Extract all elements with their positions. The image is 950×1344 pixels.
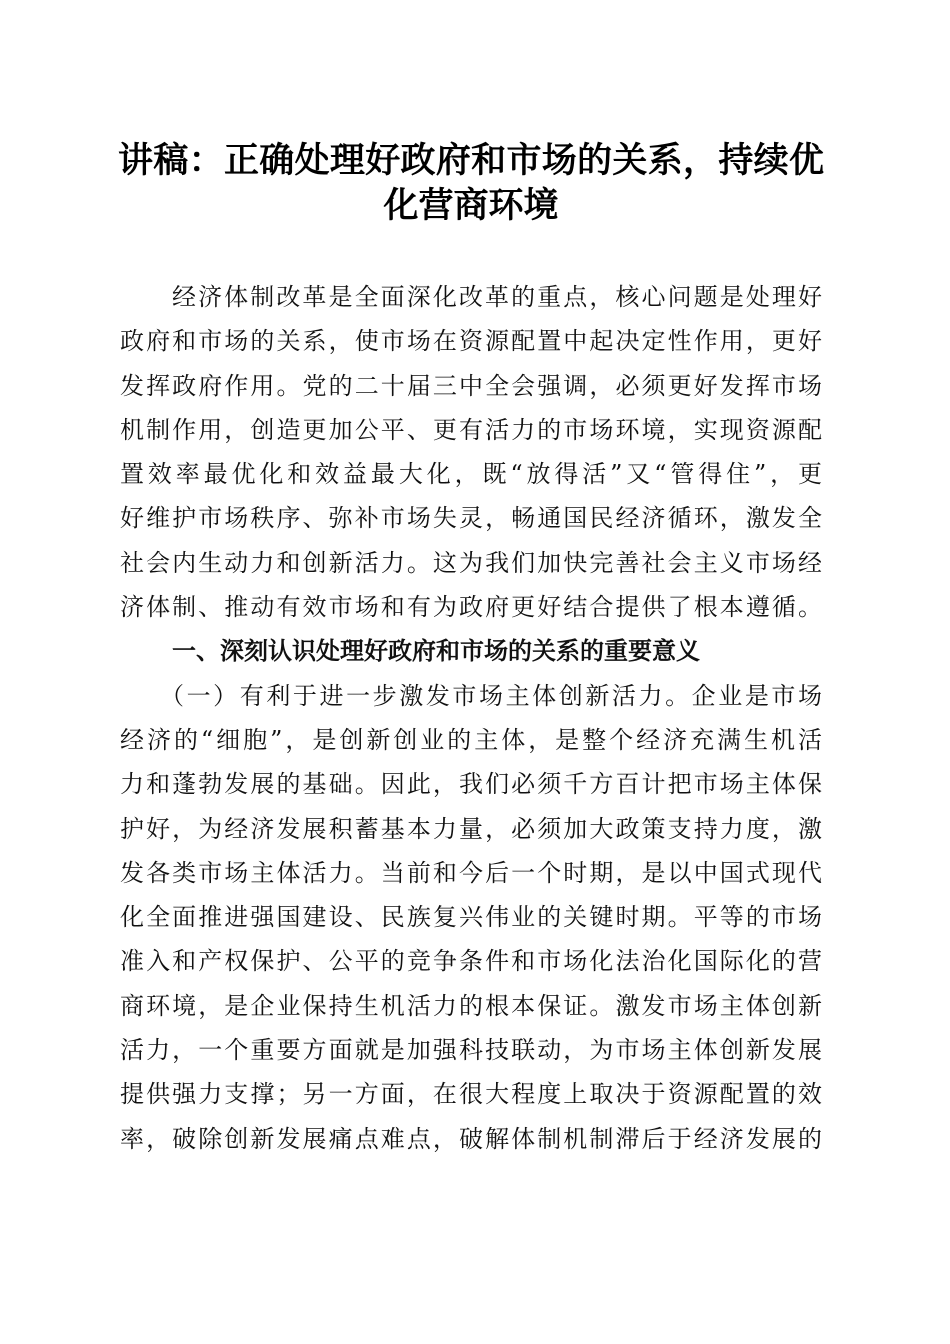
paragraph-line: 准入和产权保护、公平的竞争条件和市场化法治化国际化的营 xyxy=(120,947,822,976)
paragraph-line: 置效率最优化和效益最大化，既“放得活”又“管得住”，更 xyxy=(120,460,822,489)
document-title-line-1: 讲稿：正确处理好政府和市场的关系，持续优 xyxy=(118,140,824,181)
paragraph-line: 提供强力支撑；另一方面，在很大程度上取决于资源配置的效 xyxy=(120,1080,822,1109)
paragraph-line: 政府和市场的关系，使市场在资源配置中起决定性作用，更好 xyxy=(120,327,822,356)
document-title-line-2: 化营商环境 xyxy=(383,185,559,226)
intro-paragraph xyxy=(120,275,822,629)
paragraph-line: 发各类市场主体活力。当前和今后一个时期，是以中国式现代 xyxy=(120,858,822,887)
paragraph-line: 社会内生动力和创新活力。这为我们加快完善社会主义市场经 xyxy=(120,548,822,577)
paragraph-line: 济体制、推动有效市场和有为政府更好结合提供了根本遵循。 xyxy=(120,593,822,622)
paragraph-line: 机制作用，创造更加公平、更有活力的市场环境，实现资源配 xyxy=(120,415,822,444)
subsection-paragraph xyxy=(120,674,822,1161)
paragraph-line: 经济体制改革是全面深化改革的重点，核心问题是处理好 xyxy=(172,283,822,311)
paragraph-line: 商环境，是企业保持生机活力的根本保证。激发市场主体创新 xyxy=(120,991,822,1020)
document-body xyxy=(120,275,822,1161)
paragraph-line: 发挥政府作用。党的二十届三中全会强调，必须更好发挥市场 xyxy=(120,371,822,400)
paragraph-line: 化全面推进强国建设、民族复兴伟业的关键时期。平等的市场 xyxy=(120,903,822,932)
paragraph-line: 活力，一个重要方面就是加强科技联动，为市场主体创新发展 xyxy=(120,1036,822,1065)
paragraph-line: 护好，为经济发展积蓄基本力量，必须加大政策支持力度，激 xyxy=(120,814,822,843)
section-heading: 一、深刻认识处理好政府和市场的关系的重要意义 xyxy=(172,637,700,666)
paragraph-line: 力和蓬勃发展的基础。因此，我们必须千方百计把市场主体保 xyxy=(120,770,822,799)
paragraph-line: 率，破除创新发展痛点难点，破解体制机制滞后于经济发展的 xyxy=(120,1124,822,1153)
paragraph-line: 经济的“细胞”，是创新创业的主体，是整个经济充满生机活 xyxy=(120,725,822,754)
paragraph-line: （一）有利于进一步激发市场主体创新活力。企业是市场 xyxy=(160,681,822,710)
paragraph-line: 好维护市场秩序、弥补市场失灵，畅通国民经济循环，激发全 xyxy=(120,504,822,533)
